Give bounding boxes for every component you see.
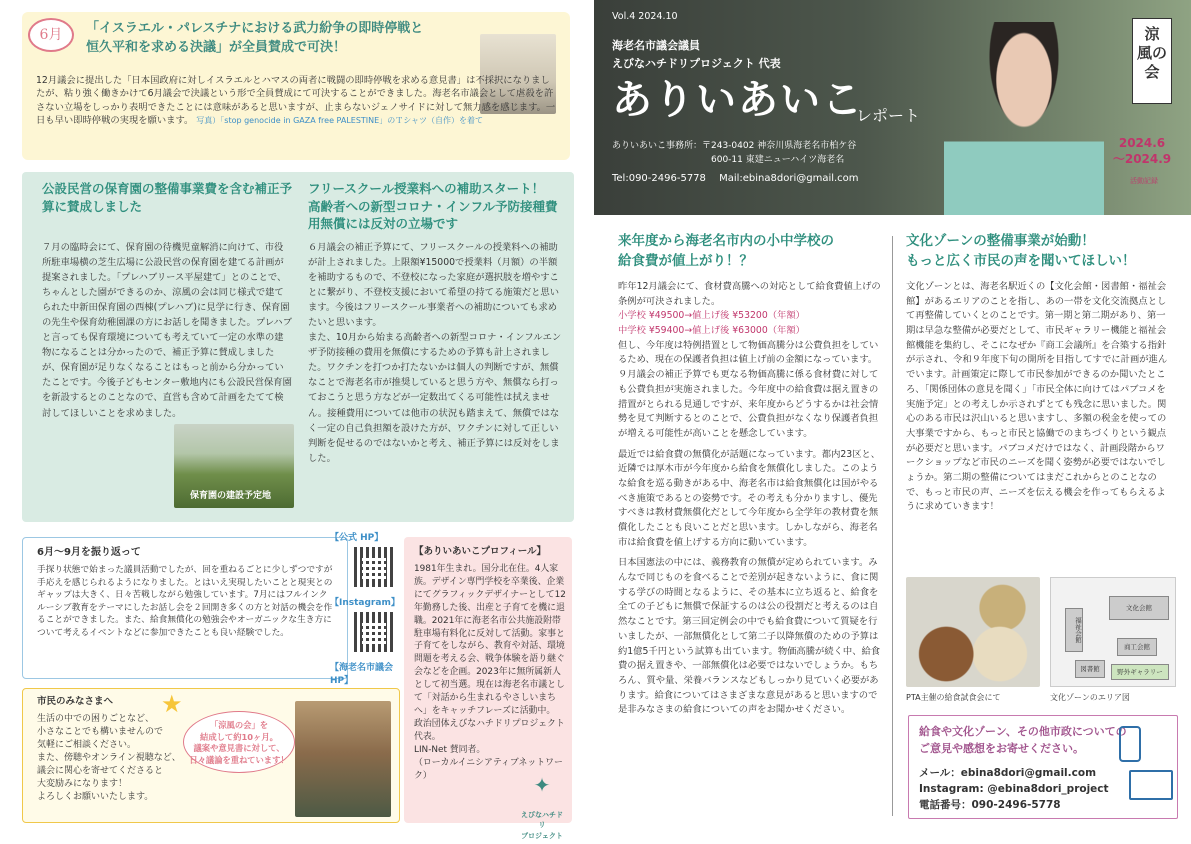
june-caption: 写真）「stop genocide in GAZA free PALESTINE」のＴシャツ（自作）を着て	[196, 116, 484, 126]
portrait-photo	[944, 22, 1104, 215]
smartphone-icon	[1119, 726, 1141, 762]
june-text: 12月議会に提出した「日本国政府に対しイスラエルとハマスの両者に戦闘の即時停戦を求める意見書」は不採択になりましたが、粘り強く働きかけて6月議会で決議という形で全員賛成にて可決することができました。海老名市議会として虐殺を許さない立場をしっかり表明できたことには意味があると思いますが、止まらないジェノサイドに対して無力感を感じます。一日も早い即時停戦の実現を願います。	[36, 75, 556, 127]
citizen-title: 市民のみなさまへ	[37, 696, 114, 707]
culture-zone-title: 文化ゾーンの整備事業が始動！ もっと広く市民の声を聞いてほしい！	[906, 233, 1136, 269]
lunch-para-2: 但し、今年度は特例措置として物価高騰分は公費負担をしているため、現在の保護者負担は値上げ前の金額になっています。９月議会の補正予算でも更なる物価高騰に係る食材費に対しても公費負担が実施されました。今年度中の給食費は据え置きの措置がとられる見通しですが、来年度からどうするかは社会情勢を見て判断するとのことで、公費負担がなくなり保護者負担が増える可能性が高いことを懸念しています。	[618, 339, 879, 439]
contact-instagram[interactable]: Instagram: @ebina8dori_project	[919, 782, 1109, 795]
period-label: 活動記録	[1130, 177, 1158, 185]
contact-mail[interactable]: メール：ebina8dori@gmail.com	[919, 767, 1097, 779]
lunch-para-4: 日本国憲法の中には、義務教育の無償が定められています。みんなで同じものを食べることで差別が起きないように、食に関する学びの時間となるように、その基本に立ち返ると、給食を全ての子どもに無償で保証するのは公の役割だと考えるのは自然なことです。第三回定例会の中でも給食費について質疑を行いましたが、一部無償化として第二子以降無償のための予算は約1億5千円という試算も出ています。物価高騰が続く中、給食費の据え置きや、一部無償化は必要ではないでしょうか。もちろん、質や量、栄養バランスなどもしっかり見ていく必要があります。給食についてはさまざまな意見があると思いますので是非みなさまの給食についての声をお聞かせください。	[618, 557, 881, 716]
elementary-fee: 小学校 ¥49500→値上げ後 ¥53200（年額）	[618, 310, 805, 322]
office-address: ありいあいこ事務所：〒243-0402 神奈川県海老名市柏ケ谷 600-11 東建ニューハイツ海老名	[612, 141, 857, 165]
culture-zone-body: 文化ゾーンとは、海老名駅近くの【文化会館・図書館・福祉会館】があるエリアのことを指し、あの一帯を文化交流拠点として再整備していくとのことです。第一期と第二期があり、第一期は早急な整備が必要だとして、市民ギャラリー機能と福祉会館機能を集約し、そこになぜか『商工会議所』を合築する指針が示され、令和９年度下旬の開所を目指してすでに計画が進んでいます。計画策定に際して市民参加ができるのか聞いたところ、「関係団体の意見を聞く」「市民全体に向けてはパブコメを実施予定」との考えしか示されずとても残念に思いました。関心のある市民は沢山いると思いますし、多額の税金を使っての大事業ですから、もっと市民と協働でのまちづくりという観点が必要だと思います。パブコメだけではなく、計画段階からワークショップなど市民のニーズを聞く姿勢が必要ではないでしょうか。第二期の整備についてはまだこれからとのことなので、もっと市民の声、ニーズを伝える機会を作ってもらえるように求めていきます！	[906, 281, 1168, 513]
june-resolution-box	[22, 12, 570, 160]
report-label: レポート	[856, 106, 921, 125]
map-caption: 文化ゾーンのエリア図	[1050, 693, 1130, 702]
nursery-title: 公設民営の保育園の整備事業費を含む補正予算に賛成しました	[42, 181, 293, 214]
council-hp-label: 【海老名市議会 HP】	[330, 663, 394, 687]
citizen-body: 生活の中での困りごとなど、 小さなことでも構いませんので 気軽にご相談ください。 また、傍聴やオンライン視聴など、 議会に関心を寄せてくださると 大変励みになります！ よろしくお願いいたします。	[37, 714, 181, 803]
column-divider	[892, 236, 893, 816]
instagram-label: 【Instagram】	[330, 598, 400, 609]
citizen-message-box	[22, 688, 400, 823]
lunch-body	[618, 280, 882, 718]
review-title: 6月～9月を振り返って	[37, 547, 141, 558]
contact-title: 給食や文化ゾーン、その他市政についての ご意見や感想をお寄せください。	[919, 725, 1127, 755]
map-library: 図書館	[1075, 660, 1105, 678]
june-badge: 6月	[28, 18, 74, 52]
june-body	[36, 74, 556, 128]
report-name: ありいあいこ	[612, 77, 864, 123]
lunch-intro: 昨年12月議会にて、食材費高騰への対応として給食費値上げの条例が可決されました。	[618, 281, 881, 307]
review-box	[22, 537, 348, 679]
role-project: えびなハチドリプロジェクト 代表	[612, 57, 781, 70]
office-contact: Tel:090-2496-5778 Mail:ebina8dori@gmail.com	[612, 173, 859, 184]
june-title: 「イスラエル・パレスチナにおける武力紛争の即時停戦と 恒久平和を求める決議」が全員賛成で可決！	[86, 21, 424, 55]
laptop-icon	[1129, 770, 1173, 800]
map-bunka: 文化会館	[1109, 596, 1169, 620]
contact-box	[908, 715, 1178, 819]
star-icon: ★	[161, 690, 183, 718]
volume-date: Vol.4 2024.10	[612, 11, 678, 22]
middle-fee: 中学校 ¥59400→値上げ後 ¥63000（年額）	[618, 325, 805, 337]
speech-bubble: 「涼風の会」を 結成して約10ヶ月。 議案や意見書に対して、 日々議論を重ねています！	[183, 711, 295, 773]
instagram-qr-code[interactable]	[354, 612, 394, 652]
profile-box	[404, 537, 572, 840]
profile-body: 1981年生まれ。国分北在住。4人家族。デザイン専門学校を卒業後、企業にてグラフィックデザイナーとして12年勤務した後、出産と子育てを機に退職。2021年に海老名市公共施設附帯駐車場有料化に反対して活動。家事と子育てをしながら、教育や対話、環境問題を考える会、戦争体験を語り継ぐ会などを企画。2023年に無所属新人として初当選。現在は海老名市議として「対話から生まれるやさしいまち へ」をキャッチフレーズに活動中。 政治団体えびなハチドリプロジェクト代表。 LIN-Net 賛同者。 （ローカルイニシアティブネットワーク）	[414, 564, 566, 781]
ryofu-badge: 涼 風の 会	[1132, 18, 1172, 104]
review-body: 手探り状態で始まった議員活動でしたが、回を重ねるごとに少しずつですが手応えを感じられるようになりました。とはいえ実現したいことと現実とのギャップは大きく、日々苦戦しながら勉強しています。7月にはフルインクルーシブ教育をテーマにしたお話し会を２回開き多くの方と対話の機会を作ることができました。また、給食無償化の勉強会やオーガニックな生き方について考えるイベントなどに参加できたことも良い経験でした。	[37, 565, 333, 639]
map-gallery: 野外ギャラリー	[1111, 664, 1169, 680]
contact-tel[interactable]: 電話番号：090-2496-5778	[919, 798, 1061, 811]
freeschool-body: ６月議会の補正予算にて、フリースクールの授業料への補助が計上されました。上限額¥15000で授業料（月額）の半額を補助するもので、不登校になった家庭が選択肢を増やすことに繋がり、不登校支援において希望の持てる施策だと思います。今後はフリースクール事業者への補助についても求めたいと思います。 また、10月から始まる高齢者への新型コロナ・インフルエンザ予防接種の費用を無償にするための予算も計上されました。ワクチンを打つか打たないかは個人の判断ですが、無償なことで海老名市が推奨していると思う方や、無償なら打っておこうと思う方などが一定数出てくる可能性は拭えません。接種費用については他市の状況も踏まえて、無償ではなく一定の自己負担額を設けた方が、ワクチンに対して正しい判断を促せるのではないかと考え、補正予算には反対をしました。	[308, 242, 562, 464]
header-banner	[594, 0, 1191, 215]
official-hp-label: 【公式 HP】	[330, 533, 384, 543]
lunch-title: 来年度から海老名市内の小中学校の 給食費が値上がり！？	[618, 233, 834, 269]
culture-zone-map	[1050, 577, 1176, 687]
nursery-photo-caption: 保育園の建設予定地	[190, 491, 272, 501]
food-caption: PTA主催の給食試食会にて	[906, 693, 1001, 702]
map-fukushi: 福祉会館	[1065, 608, 1083, 652]
lunch-para-3: 最近では給食費の無償化が話題になっています。都内23区と、近隣では厚木市が今年度から給食を無償化しました。このような給食を巡る動きがある中、海老名市は給食無償化は国がやるべき施策であるとの姿勢です。その考えも分かりますし、優先すべきは教材費無償化だとして今年度から全学年の教材費を無償化したことも良いことだと思います。しかしながら、海老名市は給食費を値上げする方向に動いています。	[618, 448, 881, 548]
profile-title: 【ありいあいこプロフィール】	[414, 546, 547, 557]
lunch-tasting-photo	[906, 577, 1040, 687]
hachidori-logo: ✦ えびなハチドリ プロジェクト	[518, 761, 566, 841]
nursery-body: ７月の臨時会にて、保育園の待機児童解消に向けて、市役所駐車場横の芝生広場に公設民営の保育園を建てる計画が提案されました。「プレハブリース平屋建て」とのことで、ちゃんとした園ができるのか、涼風の会は同じ様式で建てられた中新田保育園の西棟(プレハブ)に見学に行き、保育園の先生や保育幼稚園課の方にお話しを聞きました。プレハブと言っても保育環境についても考えていて一定の水準の建物になることは分かったので、補正予算に賛成しましたが、保育園が足りなくなることはもっと前から分かっていたことです。今後子どもセンター敷地内にも公設民営保育園を新設するとのことなので、直営も含めて計画をたてて検討してほしいことを求めました。	[42, 242, 292, 419]
contact-lines	[919, 766, 1109, 813]
official-qr-code[interactable]	[354, 547, 394, 587]
hummingbird-icon: ✦	[533, 773, 551, 798]
map-shoko: 商工会館	[1117, 638, 1157, 656]
members-photo	[295, 701, 391, 817]
budget-section	[22, 172, 574, 522]
role-council: 海老名市議会議員	[612, 39, 700, 52]
period-range: 2024.6 ～2024.9	[1112, 136, 1172, 166]
freeschool-title: フリースクール授業料への補助スタート！ 高齢者への新型コロナ・インフル予防接種費用無償には反対の立場です	[308, 181, 558, 231]
